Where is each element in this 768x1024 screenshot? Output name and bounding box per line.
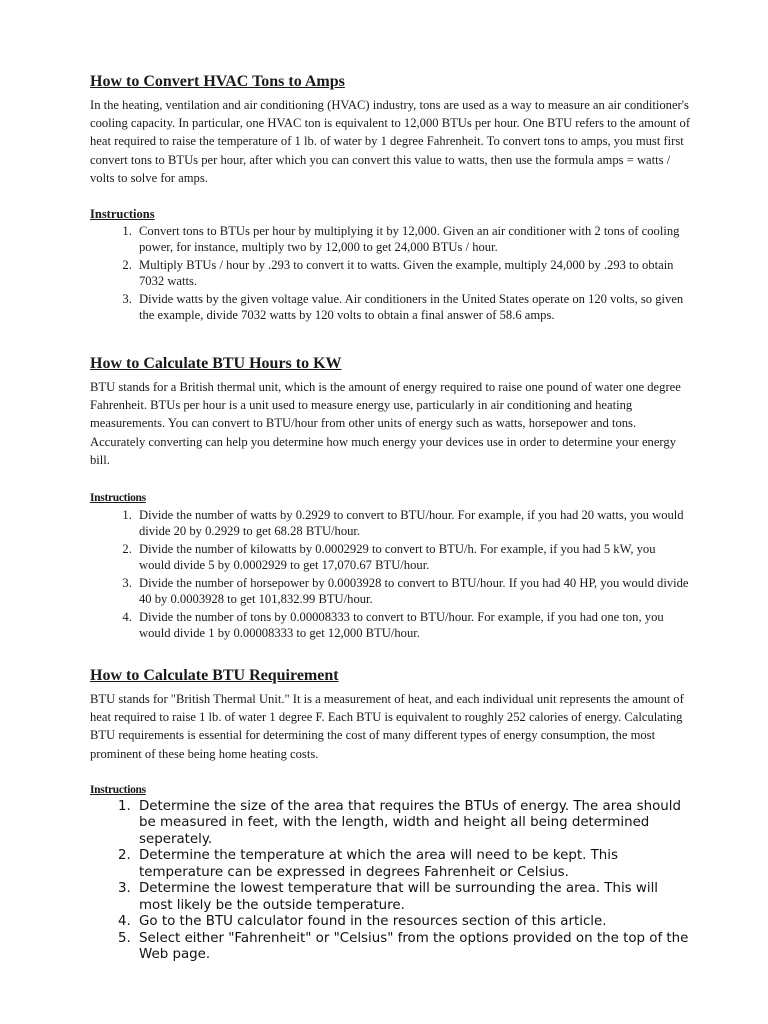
section-btu-requirement bbox=[90, 666, 690, 964]
section-btu-to-kw bbox=[90, 354, 690, 643]
list-item: 2. Determine the temperature at which the area will need to be kept. This temperature can be expressed in degrees Fahrenheit or Celsius. bbox=[135, 848, 690, 881]
section-tons-to-amps bbox=[90, 72, 690, 325]
list-item: 1. Determine the size of the area that requires the BTUs of energy. The area should be measured in feet, with the length, width and height all being determined seperately. bbox=[135, 799, 690, 849]
list-item: 1. Convert tons to BTUs per hour by multiplying it by 12,000. Given an air conditioner with 2 tons of cooling power, for instance, multiply two by 12,000 to get 24,000 BTUs / hour. bbox=[135, 223, 690, 255]
list-item: 4. Divide the number of tons by 0.00008333 to convert to BTU/hour. For example, if you had one ton, you would divide 1 by 0.00008333 to get 12,000 BTU/hour. bbox=[135, 609, 690, 641]
section-title: How to Convert HVAC Tons to Amps bbox=[90, 73, 345, 90]
section-paragraph: In the heating, ventilation and air conditioning (HVAC) industry, tons are used as a way to measure an air conditioner's cooling capacity. In particular, one HVAC ton is equivalent to 12,000 BTUs per hour. One BTU refers to the amount of heat required to raise the temperature of 1 lb. of water by 1 degree Fahrenheit. To convert tons to amps, you must first convert tons to BTUs per hour, after which you can convert this value to watts, then use the formula amps = watts / volts to solve for amps. bbox=[90, 98, 691, 185]
instructions-list bbox=[90, 223, 690, 323]
section-title: How to Calculate BTU Hours to KW bbox=[90, 355, 342, 372]
instructions-heading: Instructions bbox=[90, 783, 146, 796]
list-item: 3. Determine the lowest temperature that will be surrounding the area. This will most likely be the outside temperature. bbox=[135, 881, 690, 914]
list-item: 3. Divide the number of horsepower by 0.0003928 to convert to BTU/hour. If you had 40 HP, you would divide 40 by 0.0003928 to get 101,832.99 BTU/hour. bbox=[135, 575, 690, 607]
list-item: 2. Divide the number of kilowatts by 0.0002929 to convert to BTU/h. For example, if you had 5 kW, you would divide 5 by 0.0002929 to get 17,070.67 BTU/hour. bbox=[135, 541, 690, 573]
instructions-heading: Instructions bbox=[90, 207, 155, 222]
list-item: 5. Select either "Fahrenheit" or "Celsius" from the options provided on the top of the Web page. bbox=[135, 931, 690, 964]
list-item: 4. Go to the BTU calculator found in the resources section of this article. bbox=[135, 914, 690, 931]
list-item: 2. Multiply BTUs / hour by .293 to convert it to watts. Given the example, multiply 24,000 by .293 to obtain 7032 watts. bbox=[135, 257, 690, 289]
instructions-list bbox=[90, 799, 690, 964]
list-item: 3. Divide watts by the given voltage value. Air conditioners in the United States operate on 120 volts, so given the example, divide 7032 watts by 120 volts to obtain a final answer of 58.6 amps. bbox=[135, 291, 690, 323]
list-item: 1. Divide the number of watts by 0.2929 to convert to BTU/hour. For example, if you had 20 watts, you would divide 20 by 0.2929 to get 68.28 BTU/hour. bbox=[135, 507, 690, 539]
section-paragraph: BTU stands for a British thermal unit, which is the amount of energy required to raise one pound of water one degree Fahrenheit. BTUs per hour is a unit used to measure energy use, particularly in air conditioning and heating measurements. You can convert to BTU/hour from other units of energy such as watts, horsepower and tons. Accurately converting can help you determine how much energy your devices use in order to determine your energy bill. bbox=[90, 380, 681, 467]
instructions-heading: Instructions bbox=[90, 492, 146, 505]
instructions-list bbox=[90, 507, 690, 641]
section-paragraph: BTU stands for "British Thermal Unit." It is a measurement of heat, and each individual unit represents the amount of heat required to raise 1 lb. of water 1 degree F. Each BTU is equivalent to roughly 252 calories of energy. Calculating BTU requirements is essential for determining the cost of many different types of energy consumption, the most prominent of these being home heating costs. bbox=[90, 692, 684, 761]
section-title: How to Calculate BTU Requirement bbox=[90, 667, 339, 684]
